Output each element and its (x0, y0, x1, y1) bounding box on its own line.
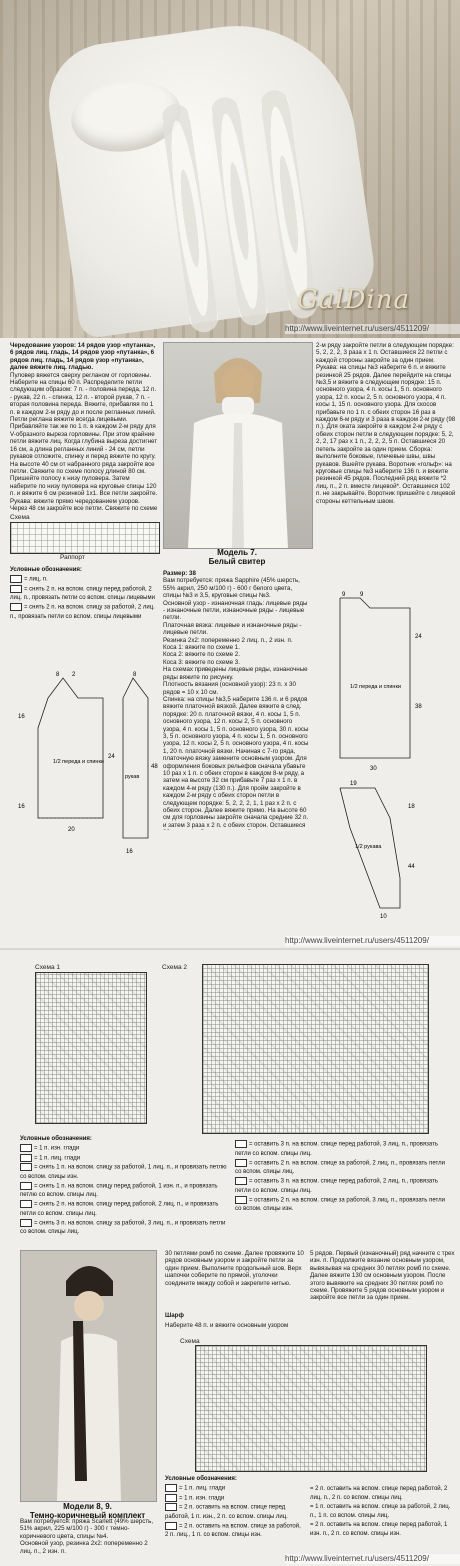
legend-item: = 2 п. оставить на вспом. спице перед работой, 1 п. изн., 2 п. со вспом. спицы лиц. (165, 1504, 288, 1520)
scarf-title: Шарф (165, 1312, 184, 1319)
legend-item: = снять 1 п. на вспом. спицу за работой, 1 лиц. п., и провязать петлю со вспом. спицы изн. (20, 1164, 227, 1180)
model-caption: Модели 8, 9. Темно-коричневый комплект (29, 1502, 146, 1520)
diagram-label: 19 (350, 781, 357, 787)
cross-symbol-icon (20, 1163, 32, 1171)
knit-symbol-icon (165, 1484, 177, 1492)
diagram-label: 1/2 переда и спинки (350, 684, 401, 690)
legend-item: = 1 п. оставить на вспом. спице за работой, 2 лиц. п., 1 п. со вспом. спицы лиц. (310, 1504, 451, 1519)
hat-finish-text: 30 петлями ромб по схеме. Далее провяжите 10 рядов основным узором и закройте петли за один прием. Выполните продольный шов. Верх шапочки соберите по прямой, уголочки соедините между собой и закрепите нитью. (165, 1250, 304, 1287)
brand-watermark: GalDina (297, 285, 410, 315)
rapport-label: Раппорт (60, 554, 85, 561)
diagram-label: 9 (342, 592, 346, 598)
materials-text: Вам потребуется: пряжа Scarlett (49% шерсть, 51% акрил, 225 м/100 г) - 300 г темно-коричневого цвета, спицы №4. Основной узор, резинка 2х2: попеременно 2 лиц. п., 2 изн. п. (20, 1518, 154, 1555)
knit-symbol-icon (10, 575, 22, 583)
cable-symbol-icon (165, 1522, 177, 1530)
diagram-label: 20 (68, 827, 75, 833)
cable-symbol-icon (165, 1503, 177, 1511)
cable-symbol-icon (235, 1177, 247, 1185)
diagram-label: 48 (151, 764, 158, 770)
legend-item: = снять 1 п. на вспом. спицу перед работой, 1 изн. п., и провязать петлю со вспом. спицы лиц. (20, 1183, 218, 1199)
diagram-label: 1/2 рукава (355, 844, 382, 850)
model-figure-icon (21, 1251, 156, 1501)
schema2-label: Схема 2 (162, 964, 187, 971)
legend (10, 566, 160, 622)
legend-title: Условные обозначения: (10, 567, 82, 573)
purl-symbol-icon (20, 1144, 32, 1152)
legend-item: = 2 п. оставить на вспом. спице перед работой, 1 изн. п., 2 п. со вспом. спицы изн. (310, 1522, 448, 1537)
schema1-label: Схема 1 (35, 964, 60, 971)
diagram-label: 30 (370, 766, 377, 772)
diagram-label: 8 (133, 672, 137, 678)
legend-item: = 2 п. оставить на вспом. спице перед работой, 2 лиц. п., 2 п. со вспом. спицы лиц. (310, 1486, 448, 1501)
watermark-url: http://www.liveinternet.ru/users/4511209/ (285, 936, 460, 946)
diagram-label: 24 (108, 754, 115, 760)
pattern-page-1 (0, 338, 460, 948)
legend-item: = снять 3 п. на вспом. спицу за работой, 3 лиц. п., и провязать петли со вспом. спицы лиц. (20, 1220, 226, 1236)
legend-2-right (310, 1485, 455, 1539)
scarf-text: Наберите 48 п. и вяжите основным узором (165, 1322, 289, 1329)
schema1-grid (35, 972, 147, 1124)
legend-item: = 1 п. изн. глади (20, 1144, 230, 1154)
schema-label: Схема (10, 514, 30, 521)
diagram-label: 1/2 переда и спинки (53, 759, 104, 765)
instructions-text: Размер: 38 Вам потребуется: пряжа Sapphire (45% шерсть, 55% акрил, 250 м/100 г) - 600 г белого цвета, спицы №3 и 3,5, круговые спицы №3. Основной узор - изнаночная гладь: лицевые ряды - изнаночные петли, изнаночные ряды - лицевые петли. Платочная вязка: лицевые и изнаночные ряды - лицевые петли. Резинка 2х2: попеременно 2 лиц. п., 2 изн. п. Коса 1: вяжите по схеме 1. Коса 2: вяжите по схеме 2. Коса 3: вяжите по схеме 3. На схемах приведены лицевые ряды, изнаночные ряды вяжите по рисунку. Плотность вязания (основной узор): 23 п. х 30 рядов = 10 х 10 см. Спинка: на спицы №3,5 наберите 136 п. и 6 рядов вяжите платочной вязкой. Далее вяжите в след. порядке: 20 п. платочной вязки, 4 п. косы 1, 5 п. основного узора, 12 п. косы 2, 5 п. основного узора, 4 п. косы 1, 5 п. основного узора, 30 п. косы 3, 5 п. основного узора, 4 п. косы 1, 5 п. основного узора, 12 п. косы 2, 5 п. основного узора, 4 п. косы 1, 20 п. платочной вязки. Начиная с 7-го ряда, платочную вязку замените основным узором. Для оформления боковых рельефов сначала убавьте 10 раз х 1 п. с обеих сторон в каждом 8-м ряду, а затем на высоте 32 см прибавьте 7 раз х 1 п. в каждом 4-м ряду (130 п.). Для пройм закройте в каждом 2-м ряду с обеих сторон петли в следующем порядке: 5, 2, 2, 2, 1, 1 раз х 2 п. с обеих сторон. Далее вяжите прямо. На высоте 60 см для горловины закройте сначала средние 32 п. и затем 3 раза х 2 п. с обеих сторон. Оставшиеся (163, 570, 309, 829)
legend-item: = 2 п. оставить на вспом. спице за работой, 2 п. лиц., 1 п. со вспом. спицы изн. (165, 1523, 301, 1539)
legend-title: Условные обозначения: (165, 1476, 237, 1482)
watermark-url: http://www.liveinternet.ru/users/4511209/ (285, 324, 460, 334)
pattern-page-2 (0, 950, 460, 1566)
intro-line: Рукава: вяжите прямо чередованием узоров. Через 48 см закройте все петли. Свяжите по схеме (10, 497, 158, 512)
model-caption: Модель 7. Белый свитер (208, 548, 266, 566)
legend-item: = 1 п. лиц. глади (165, 1484, 305, 1494)
legend-item: = снять 2 п. на вспом. спицу перед работой, 2 лиц. п., и провязать петли со вспом. спицы лиц. (20, 1201, 219, 1217)
cable-symbol-icon (20, 1200, 32, 1208)
instructions-text-col3: 2-м ряду закройте петли в следующем порядке: 5, 2, 2, 2, 3 раза х 1 п. Оставшиеся 22 петли с каждой стороны закройте за один прием. Рукава: на спицы №3 наберите 6 п. и вяжите резинкой 25 рядов. Далее перейдите на спицы №3,5 и вяжите в следующем порядке: 15 п. основного узора, 4 п. косы 1, 5 п. основного узора, 12 п. косы 2, 5 п. основного узора, 4 п. косы 1, 15 п. основного узора. Для скосов прибавьте по 1 п. с обеих сторон 16 раз в каждом 6-м ряду и 3 раза в каждом 2-м ряду (98 п.). Для оката закройте в каждом 2-м ряду с обеих сторон петли в следующем порядке: 5, 2, 2, 2, 17 раз х 1 п., 2, 2, 2, 5 п. Оставшиеся 20 петель закройте за один прием. Сборка: выполните боковые, плечевые швы, швы рукавов. Вшейте рукава. Воротник «гольф»: на круговые спицы №3 наберите 136 п. и вяжите резинкой 45 рядов. Последний ряд вяжите *2 лиц. п., 2 п. вместе лицевой*. Оставшиеся 102 п. не закрывайте. Воротник пришейте с лицевой стороны кеттельным швом. (316, 342, 456, 505)
schema2-grid (202, 964, 429, 1134)
diagram-label: 8 (56, 672, 60, 678)
schema-grid (10, 522, 160, 554)
schema-label: Схема (180, 1338, 200, 1345)
legend-item: = оставить 3 п. на вспом. спице перед работой, 3 лиц. п., провязать петли со вспом. спицы лиц. (235, 1141, 438, 1157)
cable-symbol-icon (20, 1219, 32, 1227)
cable-right-symbol-icon (10, 603, 22, 611)
cable-symbol-icon (235, 1140, 247, 1148)
cable-symbol-icon (235, 1159, 247, 1167)
diagram-label: 38 (415, 704, 422, 710)
intro-line: Пуловер вяжется сверху регланом от горловины. (10, 371, 152, 379)
rhomb-schema-grid (195, 1345, 427, 1472)
legend-item: = оставить 2 п. на вспом. спице за работой, 2 лиц. п., провязать петли со вспом. спицы лиц. (235, 1160, 445, 1176)
legend-item: = снять 2 п. на вспом. спицу перед работой, 2 лиц. п., провязать петли со вспом. спицы лицевыми (10, 586, 155, 602)
diagram-label: 16 (18, 714, 25, 720)
legend-item: = лиц. п. (10, 575, 160, 585)
model-photo (20, 1250, 157, 1502)
legend-item: = снять 2 п. на вспом. спицу за работой, 2 лиц. п., провязать петли со вспом. спицы лицевыми (10, 604, 155, 620)
diagram-label: 16 (18, 804, 25, 810)
legend-item: = оставить 2 п. на вспом. спице за работой, 3 лиц. п., провязать петли со вспом. спицы изн. (235, 1197, 445, 1213)
sweater-photo (0, 0, 460, 338)
diagram-label: 24 (415, 634, 422, 640)
diagram-label: 10 (380, 914, 387, 918)
legend-item: = 1 п. изн. глади (165, 1494, 305, 1504)
legend-title: Условные обозначения: (20, 1136, 92, 1142)
diagram-label: 9 (360, 592, 364, 598)
diagram-label: рукав (125, 774, 140, 780)
diagram-label: 18 (408, 804, 415, 810)
cable-pattern (209, 95, 269, 327)
back-diagram (320, 588, 458, 918)
diagram-label: 2 (72, 672, 76, 678)
purl-symbol-icon (165, 1494, 177, 1502)
cable-symbol-icon (235, 1196, 247, 1204)
watermark-url: http://www.liveinternet.ru/users/4511209/ (285, 1554, 460, 1564)
knit-symbol-icon (20, 1154, 32, 1162)
legend-right (235, 1140, 450, 1214)
legend (20, 1135, 230, 1237)
cable-pattern (160, 102, 220, 334)
legend-item: = оставить 3 п. на вспом. спице перед работой, 2 лиц. п., провязать петли со вспом. спицы лиц. (235, 1178, 438, 1194)
legend-item: = 1 п. лиц. глади (20, 1154, 230, 1164)
pattern-order: Чередование узоров: 14 рядов узор «путанка», 6 рядов лиц. гладь, 14 рядов узор «путанка», 6 рядов лиц. гладь, 14 рядов узор «путанка», далее вяжите лиц. гладью. (10, 342, 156, 372)
scarf-instructions: 5 рядов. Первый (изнаночный) ряд начните с трех изн. п. Продолжите вязание основным узором, вывязывая на средних 30 петлях ромб по схеме. Далее вяжите 130 см основным узором. После этого вывяжите на средних 30 петлях ромб по схеме. Провяжите 5 рядов основным узором и закройте все петли за один прием. (310, 1250, 455, 1302)
legend-2 (165, 1475, 305, 1540)
pullover-diagram (8, 668, 158, 868)
intro-text (10, 342, 158, 512)
intro-line: Наберите на спицы 60 п. Распределите петли следующим образом: 7 п. - половина переда, 12 п. - рукав, 22 п. - спинка, 12 п. - второй рукав, 7 п. - вторая половина переда. Вяжите, прибавляя по 1 п. в каждом 2-м ряду до и после регланных линий. Петли реглана вяжите всегда лицевыми. Прибавляйте так же по 1 п. в каждом 2-м ряду для V-образного выреза горловины. При этом крайние петли вяжите лиц. Когда глубина выреза достигнет 16 см, а длина регланных линий - 24 см, петли рукавов отложите, спинку и перед вяжите по кругу. На высоте 40 см от набранного ряда закройте все петли. Свяжите по схеме полосу длиной 80 см. Пришейте полосу к низу пуловера. Затем наберите по низу пуловера на круговые спицы 120 п. и вяжите 6 см резинкой 1х1. Все петли закройте. (10, 379, 158, 498)
diagram-label: 16 (126, 849, 133, 855)
model-figure-icon (164, 343, 312, 548)
cross-symbol-icon (20, 1182, 32, 1190)
model-photo (163, 342, 313, 549)
cable-left-symbol-icon (10, 585, 22, 593)
diagram-label: 44 (408, 864, 415, 870)
